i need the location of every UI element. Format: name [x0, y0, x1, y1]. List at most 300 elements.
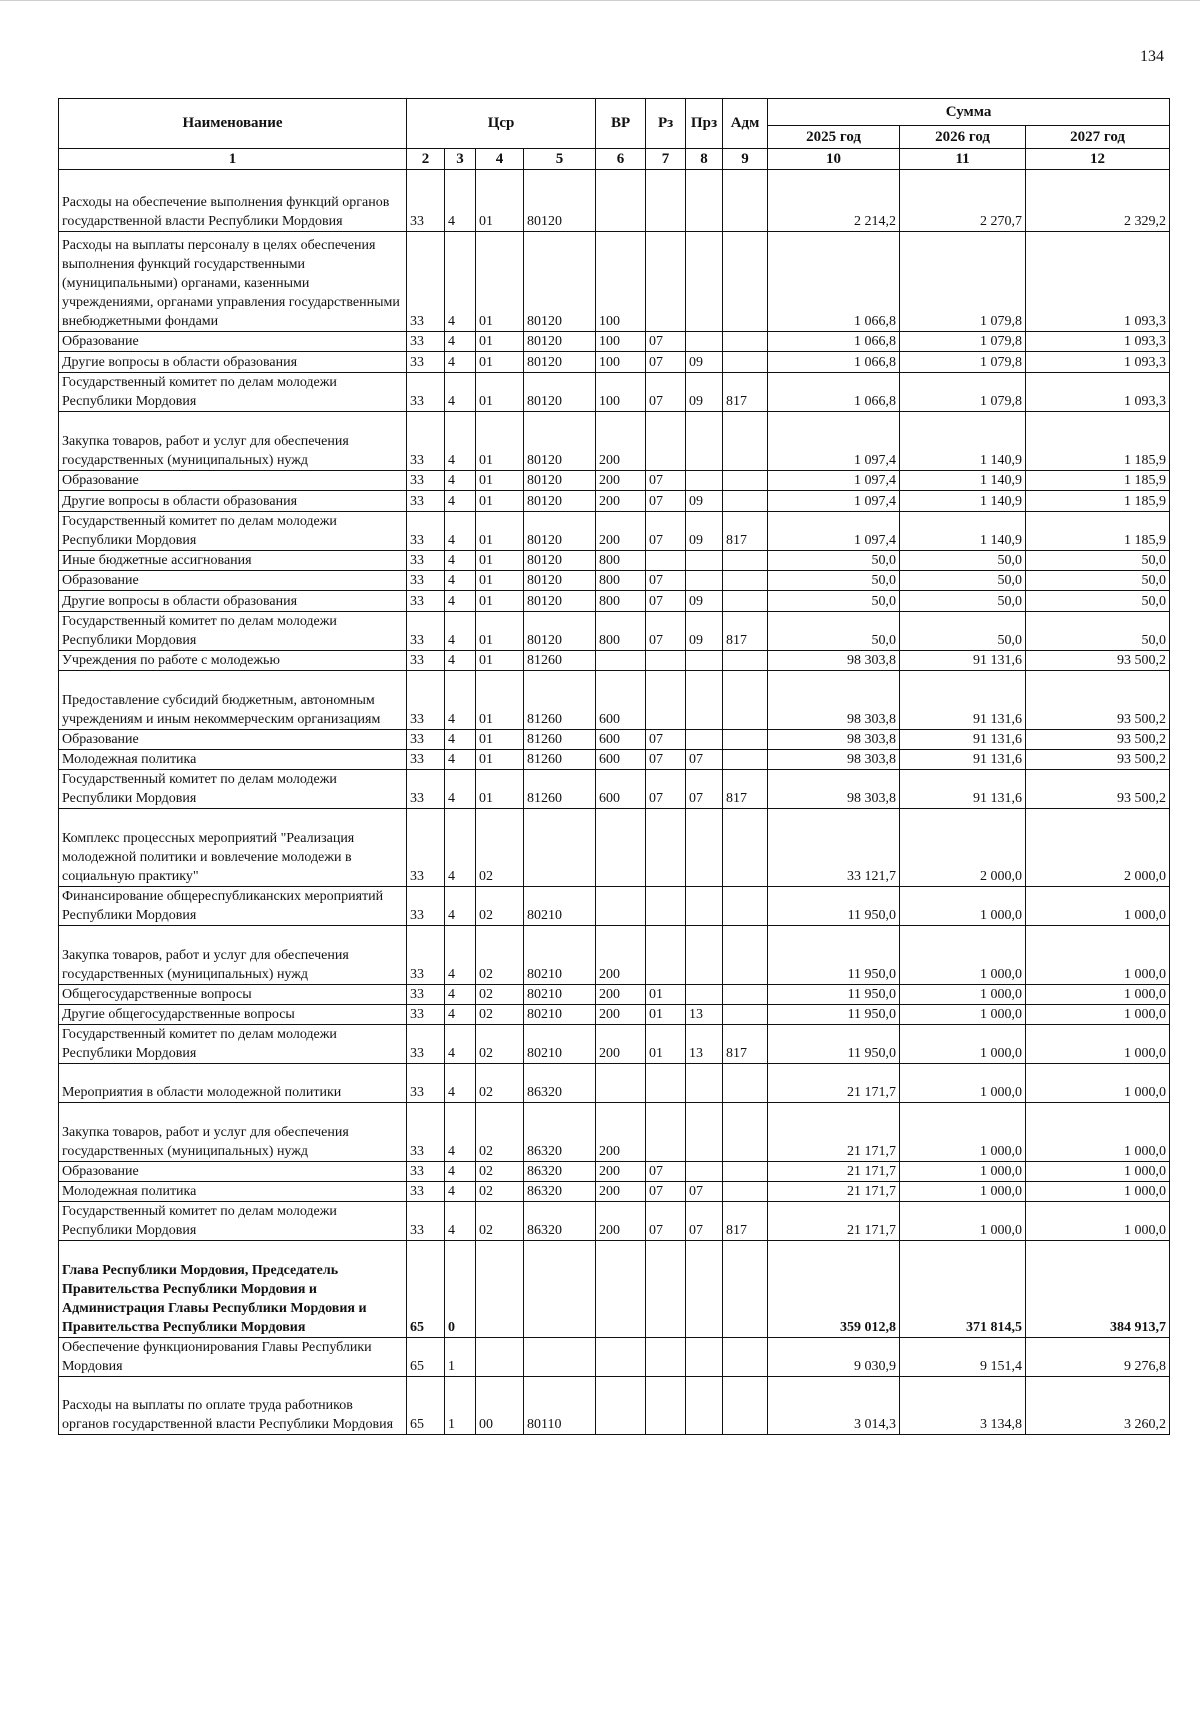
row-sum-2027: 50,0: [1026, 591, 1170, 612]
row-csr-direction: [524, 1338, 596, 1377]
row-prz: [686, 332, 723, 352]
row-csr-program: 33: [407, 926, 445, 985]
row-sum-2027: 1 093,3: [1026, 352, 1170, 373]
row-name: Государственный комитет по делам молодежи Республики Мордовия: [59, 770, 407, 809]
row-sum-2026: 1 000,0: [900, 1103, 1026, 1162]
row-csr-direction: 80120: [524, 352, 596, 373]
row-sum-2026: 91 131,6: [900, 770, 1026, 809]
row-name: Мероприятия в области молодежной политики: [59, 1064, 407, 1103]
row-sum-2026: 1 140,9: [900, 491, 1026, 512]
row-csr-complex: 00: [476, 1377, 524, 1435]
row-rz: 07: [646, 373, 686, 412]
row-csr-direction: 80210: [524, 1025, 596, 1064]
row-csr-type: 4: [445, 332, 476, 352]
row-csr-direction: 86320: [524, 1103, 596, 1162]
row-rz: 07: [646, 352, 686, 373]
row-prz: 09: [686, 512, 723, 551]
row-csr-program: 33: [407, 471, 445, 491]
row-rz: 01: [646, 1005, 686, 1025]
row-csr-type: 4: [445, 170, 476, 232]
row-prz: 07: [686, 1202, 723, 1241]
row-csr-direction: 81260: [524, 750, 596, 770]
row-sum-2027: 1 000,0: [1026, 1182, 1170, 1202]
row-csr-direction: 86320: [524, 1202, 596, 1241]
row-csr-direction: 80120: [524, 491, 596, 512]
row-name: Расходы на выплаты по оплате труда работников органов государственной власти Республики Мордовия: [59, 1377, 407, 1435]
row-rz: 07: [646, 750, 686, 770]
row-sum-2027: 3 260,2: [1026, 1377, 1170, 1435]
row-csr-direction: 81260: [524, 730, 596, 750]
row-csr-type: 1: [445, 1377, 476, 1435]
row-adm: 817: [723, 1025, 768, 1064]
row-csr-complex: 01: [476, 591, 524, 612]
row-rz: 07: [646, 332, 686, 352]
row-adm: 817: [723, 612, 768, 651]
row-vr: [596, 170, 646, 232]
row-adm: [723, 332, 768, 352]
row-csr-type: 4: [445, 1005, 476, 1025]
row-csr-direction: 80120: [524, 232, 596, 332]
row-adm: [723, 571, 768, 591]
row-sum-2027: 1 093,3: [1026, 232, 1170, 332]
row-sum-2026: 50,0: [900, 612, 1026, 651]
row-sum-2026: 1 000,0: [900, 985, 1026, 1005]
row-sum-2025: 33 121,7: [768, 809, 900, 887]
row-vr: [596, 1241, 646, 1338]
row-sum-2026: 1 000,0: [900, 887, 1026, 926]
row-sum-2027: 1 185,9: [1026, 471, 1170, 491]
row-csr-type: 4: [445, 730, 476, 750]
row-csr-program: 33: [407, 809, 445, 887]
row-csr-program: 33: [407, 571, 445, 591]
row-rz: [646, 1338, 686, 1377]
row-rz: 07: [646, 491, 686, 512]
row-prz: [686, 985, 723, 1005]
row-sum-2026: 91 131,6: [900, 651, 1026, 671]
row-adm: [723, 491, 768, 512]
row-sum-2026: 1 000,0: [900, 1202, 1026, 1241]
row-sum-2027: 93 500,2: [1026, 730, 1170, 750]
table-row: [59, 232, 1170, 332]
row-csr-direction: 80120: [524, 512, 596, 551]
row-sum-2027: 50,0: [1026, 571, 1170, 591]
row-csr-type: 4: [445, 591, 476, 612]
row-sum-2025: 21 171,7: [768, 1064, 900, 1103]
row-name: Государственный комитет по делам молодежи Республики Мордовия: [59, 373, 407, 412]
row-sum-2027: 1 000,0: [1026, 887, 1170, 926]
row-vr: 200: [596, 926, 646, 985]
row-csr-direction: 80210: [524, 985, 596, 1005]
row-name: Расходы на обеспечение выполнения функций органов государственной власти Республики Мордовия: [59, 170, 407, 232]
row-prz: [686, 551, 723, 571]
row-csr-program: 33: [407, 491, 445, 512]
row-csr-direction: 86320: [524, 1162, 596, 1182]
row-adm: 817: [723, 512, 768, 551]
row-adm: [723, 591, 768, 612]
row-csr-direction: 81260: [524, 770, 596, 809]
header-adm: Адм: [723, 99, 768, 149]
table-row: [59, 1241, 1170, 1338]
row-prz: 07: [686, 770, 723, 809]
row-sum-2025: 11 950,0: [768, 1005, 900, 1025]
row-vr: [596, 809, 646, 887]
row-name: Расходы на выплаты персоналу в целях обеспечения выполнения функций государственными (муниципальными) органами, казенными учреждениями, органами управления государственными внебюджетными фондами: [59, 232, 407, 332]
row-sum-2026: 1 000,0: [900, 1005, 1026, 1025]
row-prz: [686, 671, 723, 730]
row-csr-complex: 01: [476, 373, 524, 412]
row-adm: 817: [723, 770, 768, 809]
row-csr-complex: 02: [476, 985, 524, 1005]
row-name: Другие вопросы в области образования: [59, 352, 407, 373]
col-number: 11: [900, 149, 1026, 170]
row-sum-2026: 50,0: [900, 551, 1026, 571]
row-sum-2027: 384 913,7: [1026, 1241, 1170, 1338]
row-sum-2025: 1 066,8: [768, 352, 900, 373]
row-sum-2027: 50,0: [1026, 612, 1170, 651]
row-csr-complex: 01: [476, 170, 524, 232]
row-csr-complex: 01: [476, 512, 524, 551]
row-sum-2026: 1 000,0: [900, 1182, 1026, 1202]
row-csr-type: 4: [445, 551, 476, 571]
row-sum-2025: 1 097,4: [768, 412, 900, 471]
row-prz: 07: [686, 1182, 723, 1202]
row-prz: [686, 730, 723, 750]
row-name: Закупка товаров, работ и услуг для обеспечения государственных (муниципальных) нужд: [59, 1103, 407, 1162]
row-csr-program: 33: [407, 985, 445, 1005]
row-sum-2027: 1 000,0: [1026, 1103, 1170, 1162]
row-csr-program: 33: [407, 412, 445, 471]
row-csr-complex: 01: [476, 750, 524, 770]
table-row: [59, 471, 1170, 491]
row-name: Глава Республики Мордовия, Председатель Правительства Республики Мордовия и Администрация Главы Республики Мордовия и Правительства Республики Мордовия: [59, 1241, 407, 1338]
row-name: Государственный комитет по делам молодежи Республики Мордовия: [59, 1025, 407, 1064]
row-prz: [686, 651, 723, 671]
row-csr-complex: 01: [476, 491, 524, 512]
row-adm: [723, 750, 768, 770]
row-sum-2026: 50,0: [900, 591, 1026, 612]
row-rz: [646, 232, 686, 332]
row-sum-2026: 91 131,6: [900, 750, 1026, 770]
row-prz: 09: [686, 373, 723, 412]
table-row: [59, 1182, 1170, 1202]
row-vr: 200: [596, 1025, 646, 1064]
row-sum-2026: 9 151,4: [900, 1338, 1026, 1377]
row-csr-complex: 01: [476, 412, 524, 471]
row-vr: [596, 1338, 646, 1377]
row-vr: 800: [596, 591, 646, 612]
col-number: 9: [723, 149, 768, 170]
row-adm: [723, 1103, 768, 1162]
row-rz: 01: [646, 1025, 686, 1064]
table-row: [59, 412, 1170, 471]
budget-table: [58, 98, 1170, 1435]
row-rz: [646, 551, 686, 571]
row-csr-program: 33: [407, 1103, 445, 1162]
row-sum-2025: 3 014,3: [768, 1377, 900, 1435]
row-sum-2027: 2 000,0: [1026, 809, 1170, 887]
row-rz: [646, 671, 686, 730]
row-csr-program: 33: [407, 232, 445, 332]
page-number: 134: [1140, 48, 1164, 65]
row-csr-program: 33: [407, 352, 445, 373]
row-sum-2025: 98 303,8: [768, 750, 900, 770]
row-csr-direction: 86320: [524, 1182, 596, 1202]
row-vr: 200: [596, 412, 646, 471]
row-adm: [723, 1064, 768, 1103]
row-csr-complex: 01: [476, 612, 524, 651]
row-prz: [686, 1103, 723, 1162]
row-csr-type: 1: [445, 1338, 476, 1377]
row-csr-direction: 80120: [524, 591, 596, 612]
row-sum-2025: 11 950,0: [768, 985, 900, 1005]
row-sum-2025: 359 012,8: [768, 1241, 900, 1338]
row-rz: 01: [646, 985, 686, 1005]
row-name: Государственный комитет по делам молодежи Республики Мордовия: [59, 612, 407, 651]
row-sum-2027: 93 500,2: [1026, 770, 1170, 809]
row-sum-2025: 98 303,8: [768, 730, 900, 750]
row-csr-type: 4: [445, 373, 476, 412]
col-number: 6: [596, 149, 646, 170]
row-adm: [723, 926, 768, 985]
row-csr-program: 33: [407, 671, 445, 730]
table-row: [59, 170, 1170, 232]
row-csr-type: 4: [445, 809, 476, 887]
row-sum-2025: 11 950,0: [768, 1025, 900, 1064]
table-row: [59, 571, 1170, 591]
row-csr-complex: 02: [476, 926, 524, 985]
row-sum-2027: 1 093,3: [1026, 373, 1170, 412]
row-rz: 07: [646, 1162, 686, 1182]
table-row: [59, 926, 1170, 985]
row-csr-direction: 80120: [524, 612, 596, 651]
row-csr-program: 65: [407, 1338, 445, 1377]
row-csr-program: 33: [407, 1064, 445, 1103]
row-adm: [723, 671, 768, 730]
row-rz: [646, 926, 686, 985]
row-sum-2027: 1 185,9: [1026, 491, 1170, 512]
row-sum-2026: 1 140,9: [900, 471, 1026, 491]
row-adm: [723, 730, 768, 750]
row-sum-2027: 1 093,3: [1026, 332, 1170, 352]
row-sum-2026: 1 079,8: [900, 232, 1026, 332]
row-vr: 800: [596, 612, 646, 651]
row-csr-complex: 01: [476, 352, 524, 373]
row-csr-program: 33: [407, 730, 445, 750]
row-csr-complex: 02: [476, 1103, 524, 1162]
row-adm: [723, 1162, 768, 1182]
col-number: 7: [646, 149, 686, 170]
row-sum-2026: 1 079,8: [900, 373, 1026, 412]
row-csr-complex: 01: [476, 770, 524, 809]
row-sum-2027: 1 000,0: [1026, 926, 1170, 985]
row-name: Закупка товаров, работ и услуг для обеспечения государственных (муниципальных) нужд: [59, 412, 407, 471]
row-csr-type: 4: [445, 1025, 476, 1064]
row-sum-2027: 1 000,0: [1026, 1005, 1170, 1025]
row-csr-type: 4: [445, 512, 476, 551]
row-prz: 09: [686, 491, 723, 512]
row-name: Закупка товаров, работ и услуг для обеспечения государственных (муниципальных) нужд: [59, 926, 407, 985]
row-csr-type: 4: [445, 671, 476, 730]
row-csr-type: 4: [445, 412, 476, 471]
table-row: [59, 551, 1170, 571]
row-rz: 07: [646, 730, 686, 750]
row-csr-complex: 02: [476, 1025, 524, 1064]
row-rz: 07: [646, 591, 686, 612]
row-adm: [723, 232, 768, 332]
row-prz: [686, 809, 723, 887]
row-csr-complex: 01: [476, 571, 524, 591]
row-rz: [646, 1241, 686, 1338]
row-sum-2026: 1 000,0: [900, 1025, 1026, 1064]
row-vr: 200: [596, 491, 646, 512]
row-csr-type: 4: [445, 651, 476, 671]
table-row: [59, 491, 1170, 512]
col-number: 10: [768, 149, 900, 170]
row-csr-direction: 81260: [524, 671, 596, 730]
col-number: 4: [476, 149, 524, 170]
col-number: 2: [407, 149, 445, 170]
table-row: [59, 671, 1170, 730]
row-adm: [723, 651, 768, 671]
table-header: [59, 99, 1170, 170]
row-sum-2025: 1 066,8: [768, 232, 900, 332]
row-csr-direction: 80120: [524, 412, 596, 471]
row-sum-2027: 1 185,9: [1026, 512, 1170, 551]
row-prz: 07: [686, 750, 723, 770]
table-row: [59, 1338, 1170, 1377]
row-csr-direction: 80110: [524, 1377, 596, 1435]
row-csr-program: 33: [407, 651, 445, 671]
row-prz: 13: [686, 1005, 723, 1025]
row-csr-complex: 02: [476, 1202, 524, 1241]
row-sum-2025: 50,0: [768, 612, 900, 651]
row-rz: [646, 809, 686, 887]
row-rz: 07: [646, 571, 686, 591]
row-sum-2025: 1 097,4: [768, 512, 900, 551]
row-rz: 07: [646, 612, 686, 651]
row-adm: [723, 1005, 768, 1025]
row-vr: 200: [596, 1103, 646, 1162]
row-rz: [646, 887, 686, 926]
row-csr-complex: 01: [476, 730, 524, 750]
row-csr-complex: 01: [476, 332, 524, 352]
row-prz: 09: [686, 352, 723, 373]
row-vr: 200: [596, 1162, 646, 1182]
row-sum-2025: 1 066,8: [768, 332, 900, 352]
row-adm: [723, 1377, 768, 1435]
row-csr-type: 4: [445, 471, 476, 491]
table-row: [59, 770, 1170, 809]
row-sum-2025: 21 171,7: [768, 1103, 900, 1162]
table-row: [59, 809, 1170, 887]
row-adm: [723, 985, 768, 1005]
row-csr-complex: 01: [476, 551, 524, 571]
row-name: Образование: [59, 1162, 407, 1182]
row-csr-type: 4: [445, 1064, 476, 1103]
row-name: Общегосударственные вопросы: [59, 985, 407, 1005]
row-name: Финансирование общереспубликанских мероприятий Республики Мордовия: [59, 887, 407, 926]
row-csr-program: 33: [407, 612, 445, 651]
row-csr-program: 33: [407, 512, 445, 551]
row-csr-type: 4: [445, 1182, 476, 1202]
row-sum-2026: 2 270,7: [900, 170, 1026, 232]
row-sum-2026: 1 000,0: [900, 1064, 1026, 1103]
col-number: 8: [686, 149, 723, 170]
row-sum-2027: 50,0: [1026, 551, 1170, 571]
row-prz: 09: [686, 612, 723, 651]
row-vr: [596, 887, 646, 926]
row-csr-program: 33: [407, 1162, 445, 1182]
row-rz: [646, 1377, 686, 1435]
row-prz: [686, 232, 723, 332]
row-csr-complex: 02: [476, 1182, 524, 1202]
row-sum-2027: 1 000,0: [1026, 1162, 1170, 1182]
table-row: [59, 1005, 1170, 1025]
row-adm: [723, 551, 768, 571]
table-row: [59, 750, 1170, 770]
row-vr: 100: [596, 332, 646, 352]
row-name: Образование: [59, 471, 407, 491]
row-adm: [723, 809, 768, 887]
row-csr-program: 65: [407, 1377, 445, 1435]
col-number: 1: [59, 149, 407, 170]
row-name: Образование: [59, 730, 407, 750]
row-csr-complex: 01: [476, 651, 524, 671]
row-sum-2026: 2 000,0: [900, 809, 1026, 887]
row-rz: 07: [646, 770, 686, 809]
row-sum-2026: 1 000,0: [900, 1162, 1026, 1182]
row-csr-direction: 81260: [524, 651, 596, 671]
row-sum-2025: 98 303,8: [768, 770, 900, 809]
row-adm: 817: [723, 1202, 768, 1241]
row-vr: 600: [596, 750, 646, 770]
row-rz: 07: [646, 1182, 686, 1202]
row-csr-type: 4: [445, 985, 476, 1005]
row-csr-complex: 01: [476, 671, 524, 730]
row-vr: 100: [596, 373, 646, 412]
row-sum-2026: 91 131,6: [900, 671, 1026, 730]
row-vr: 100: [596, 352, 646, 373]
row-csr-direction: 80120: [524, 571, 596, 591]
row-sum-2026: 371 814,5: [900, 1241, 1026, 1338]
header-year-2025: 2025 год: [768, 126, 900, 149]
header-year-2027: 2027 год: [1026, 126, 1170, 149]
row-sum-2027: 1 000,0: [1026, 1025, 1170, 1064]
row-csr-direction: 80120: [524, 170, 596, 232]
table-row: [59, 1377, 1170, 1435]
row-name: Комплекс процессных мероприятий "Реализация молодежной политики и вовлечение молодежи в социальную практику": [59, 809, 407, 887]
row-csr-complex: 01: [476, 471, 524, 491]
row-vr: [596, 1064, 646, 1103]
row-adm: [723, 1182, 768, 1202]
row-sum-2027: 1 185,9: [1026, 412, 1170, 471]
table-row: [59, 1162, 1170, 1182]
row-sum-2025: 1 097,4: [768, 491, 900, 512]
row-prz: [686, 926, 723, 985]
row-vr: 200: [596, 1005, 646, 1025]
header-csr: Цср: [407, 99, 596, 149]
row-sum-2027: 93 500,2: [1026, 750, 1170, 770]
row-adm: [723, 412, 768, 471]
row-csr-type: 4: [445, 770, 476, 809]
row-name: Образование: [59, 332, 407, 352]
top-border-line: [0, 0, 1200, 1]
row-csr-type: 4: [445, 1162, 476, 1182]
row-csr-direction: 80120: [524, 332, 596, 352]
table-row: [59, 612, 1170, 651]
row-csr-type: 4: [445, 1202, 476, 1241]
table-row: [59, 352, 1170, 373]
